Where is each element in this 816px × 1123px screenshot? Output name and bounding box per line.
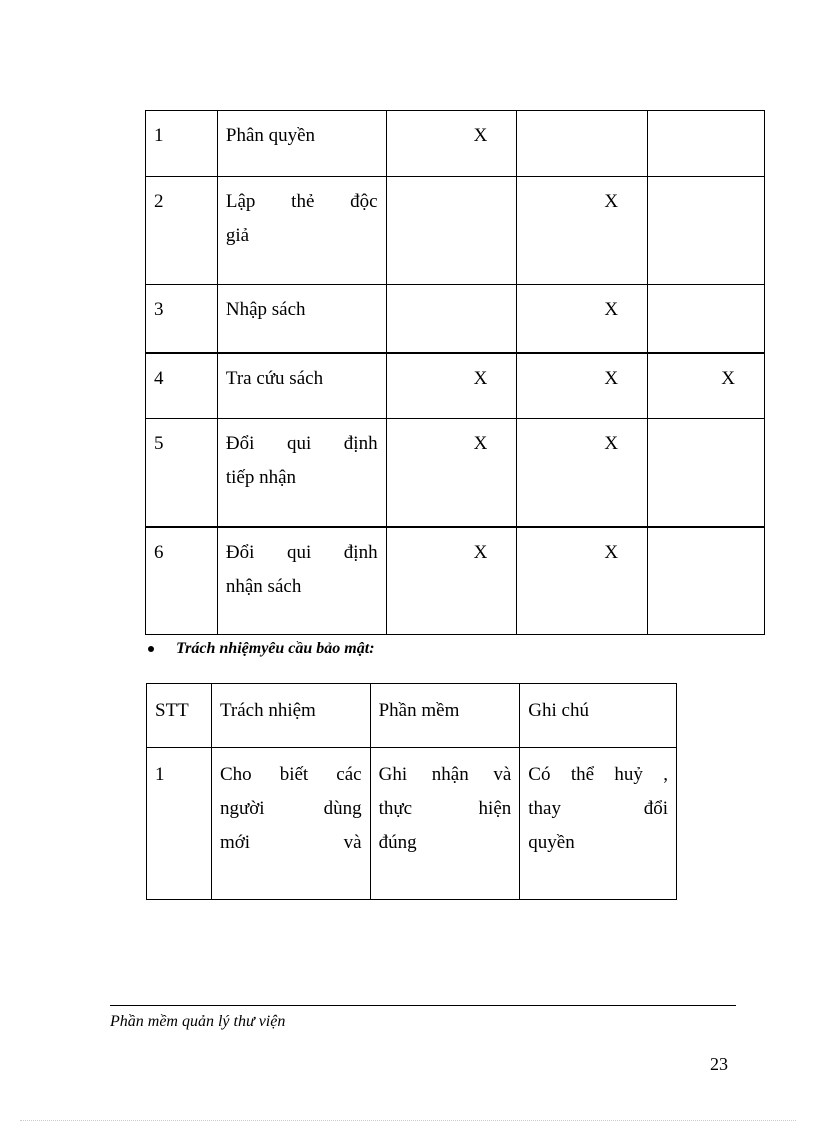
- permission-mark: [648, 285, 765, 353]
- cell-line: quyền: [528, 832, 575, 853]
- header-software: Phần mềm: [370, 684, 520, 748]
- footer-divider: [110, 1005, 736, 1006]
- permission-mark: X: [386, 353, 517, 419]
- permission-mark: [386, 285, 517, 353]
- table-row: [146, 177, 765, 285]
- page-number: 23: [710, 1054, 728, 1074]
- permission-mark: [648, 177, 765, 285]
- section-heading: [148, 640, 375, 658]
- function-line: tiếp nhận: [225, 467, 297, 488]
- function-line: giả: [225, 225, 250, 246]
- permission-mark: X: [517, 285, 648, 353]
- permissions-table: [145, 110, 765, 635]
- permission-mark: [648, 527, 765, 635]
- function-cell: [217, 177, 386, 285]
- permission-mark: [517, 111, 648, 177]
- stt-cell: 6: [146, 527, 218, 635]
- header-note: Ghi chú: [520, 684, 677, 748]
- table-header-row: [147, 684, 677, 748]
- function-cell: [217, 419, 386, 527]
- function-line: Đổi qui định: [225, 433, 378, 454]
- note-cell: [520, 748, 677, 900]
- table-row: [146, 353, 765, 419]
- permission-mark: X: [648, 353, 765, 419]
- permission-mark: X: [517, 177, 648, 285]
- cell-line: Ghi nhận và: [378, 764, 512, 785]
- function-cell: Tra cứu sách: [217, 353, 386, 419]
- bullet-icon: [148, 646, 154, 652]
- page-edge-divider: [20, 1120, 796, 1121]
- permission-mark: [648, 419, 765, 527]
- table-row: [147, 748, 677, 900]
- table-row: [146, 285, 765, 353]
- software-cell: [370, 748, 520, 900]
- table-row: [146, 527, 765, 635]
- table-row: [146, 419, 765, 527]
- cell-line: đúng: [378, 832, 417, 853]
- permission-mark: X: [517, 419, 648, 527]
- cell-line: mới và: [219, 832, 362, 853]
- stt-cell: 2: [146, 177, 218, 285]
- function-line: Lập thẻ độc: [225, 191, 378, 212]
- stt-cell: 1: [146, 111, 218, 177]
- header-stt: STT: [147, 684, 212, 748]
- function-cell: [217, 527, 386, 635]
- function-cell: Nhập sách: [217, 285, 386, 353]
- permission-mark: X: [386, 419, 517, 527]
- permission-mark: X: [517, 353, 648, 419]
- permission-mark: [386, 177, 517, 285]
- cell-line: thực hiện: [378, 798, 512, 819]
- function-line: Đổi qui định: [225, 541, 378, 563]
- responsibility-cell: [211, 748, 370, 900]
- stt-cell: 5: [146, 419, 218, 527]
- permission-mark: X: [386, 527, 517, 635]
- permission-mark: X: [386, 111, 517, 177]
- section-heading-text: Trách nhiệmyêu cầu bảo mật:: [176, 640, 375, 657]
- header-responsibility: Trách nhiệm: [211, 684, 370, 748]
- footer-title: Phần mềm quản lý thư viện: [110, 1013, 286, 1030]
- function-line: nhận sách: [225, 575, 302, 597]
- table-row: [146, 111, 765, 177]
- responsibility-table: [146, 683, 677, 900]
- cell-line: người dùng: [219, 798, 362, 819]
- cell-line: Cho biết các: [219, 764, 362, 785]
- stt-cell: 4: [146, 353, 218, 419]
- stt-cell: 3: [146, 285, 218, 353]
- permission-mark: [648, 111, 765, 177]
- stt-cell: 1: [147, 748, 212, 900]
- cell-line: thay đổi: [528, 798, 668, 819]
- function-cell: Phân quyền: [217, 111, 386, 177]
- cell-line: Có thể huỷ ,: [528, 764, 668, 785]
- permission-mark: X: [517, 527, 648, 635]
